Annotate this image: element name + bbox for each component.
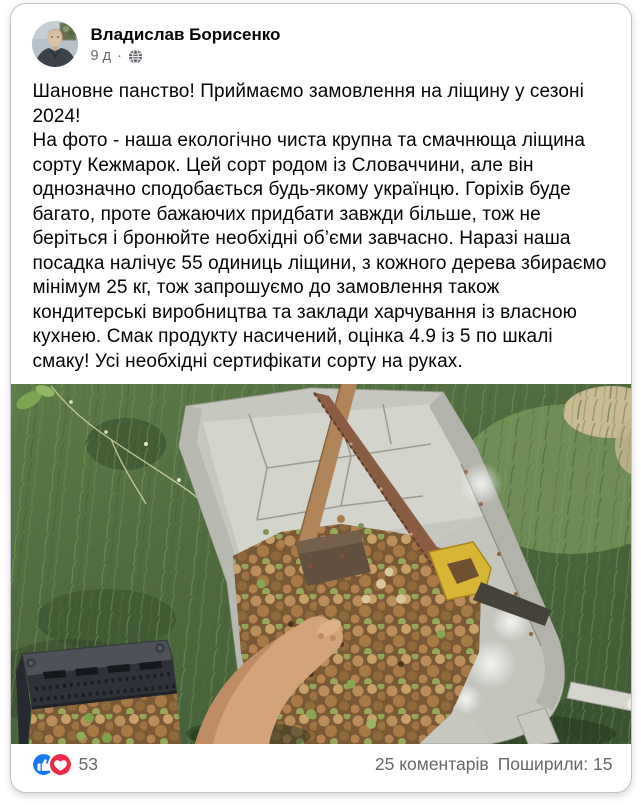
author-name[interactable]: Владислав Борисенко [90,24,281,44]
header-info [91,24,281,64]
post-text [11,80,631,374]
avatar-portrait [32,21,78,67]
facebook-post-card [10,3,632,793]
timestamp[interactable]: 9 д [90,48,112,65]
avatar[interactable] [32,21,78,67]
comments-count[interactable]: 25 коментарів [374,754,489,774]
love-icon[interactable] [50,754,71,775]
reaction-count[interactable]: 53 [78,754,98,774]
reactions-summary[interactable] [33,754,98,775]
post-header [11,4,631,67]
meta-separator: · [117,48,122,65]
globe-icon [128,49,143,64]
page [0,3,641,808]
post-footer [11,744,631,792]
hazelnut-harvest-scene [11,384,631,744]
post-paragraph: Шановне панство! Приймаємо замовлення на ліщину у сезоні 2024! [32,81,584,127]
shares-count[interactable]: Поширили: 15 [497,754,613,774]
post-meta [91,48,281,64]
post-stats [375,754,613,775]
post-photo[interactable] [11,384,631,744]
post-paragraph: На фото - наша екологічно чиста крупна та смачнюща ліщина сорту Кежмарок. Цей сорт родом із Словаччини, але він однозначно сподобається будь-якому українцю. Горіхів буде багато, проте бажаючих придбати завжди більше, тож не беріться і бронюйте необхідні об’єми завчасно. Наразі наша посадка налічує 55 одиниць ліщини, з кожного дерева збираємо мінімум 25 кг, тож запрошуємо до замовлення також кондитерські виробництва та заклади харчування із власною кухнею. Смак продукту насичений, оцінка 4.9 із 5 по шкалі смаку! Усі необхідні сертифікати сорту на руках. [32,130,607,372]
crate-with-hazelnuts [16,640,181,744]
